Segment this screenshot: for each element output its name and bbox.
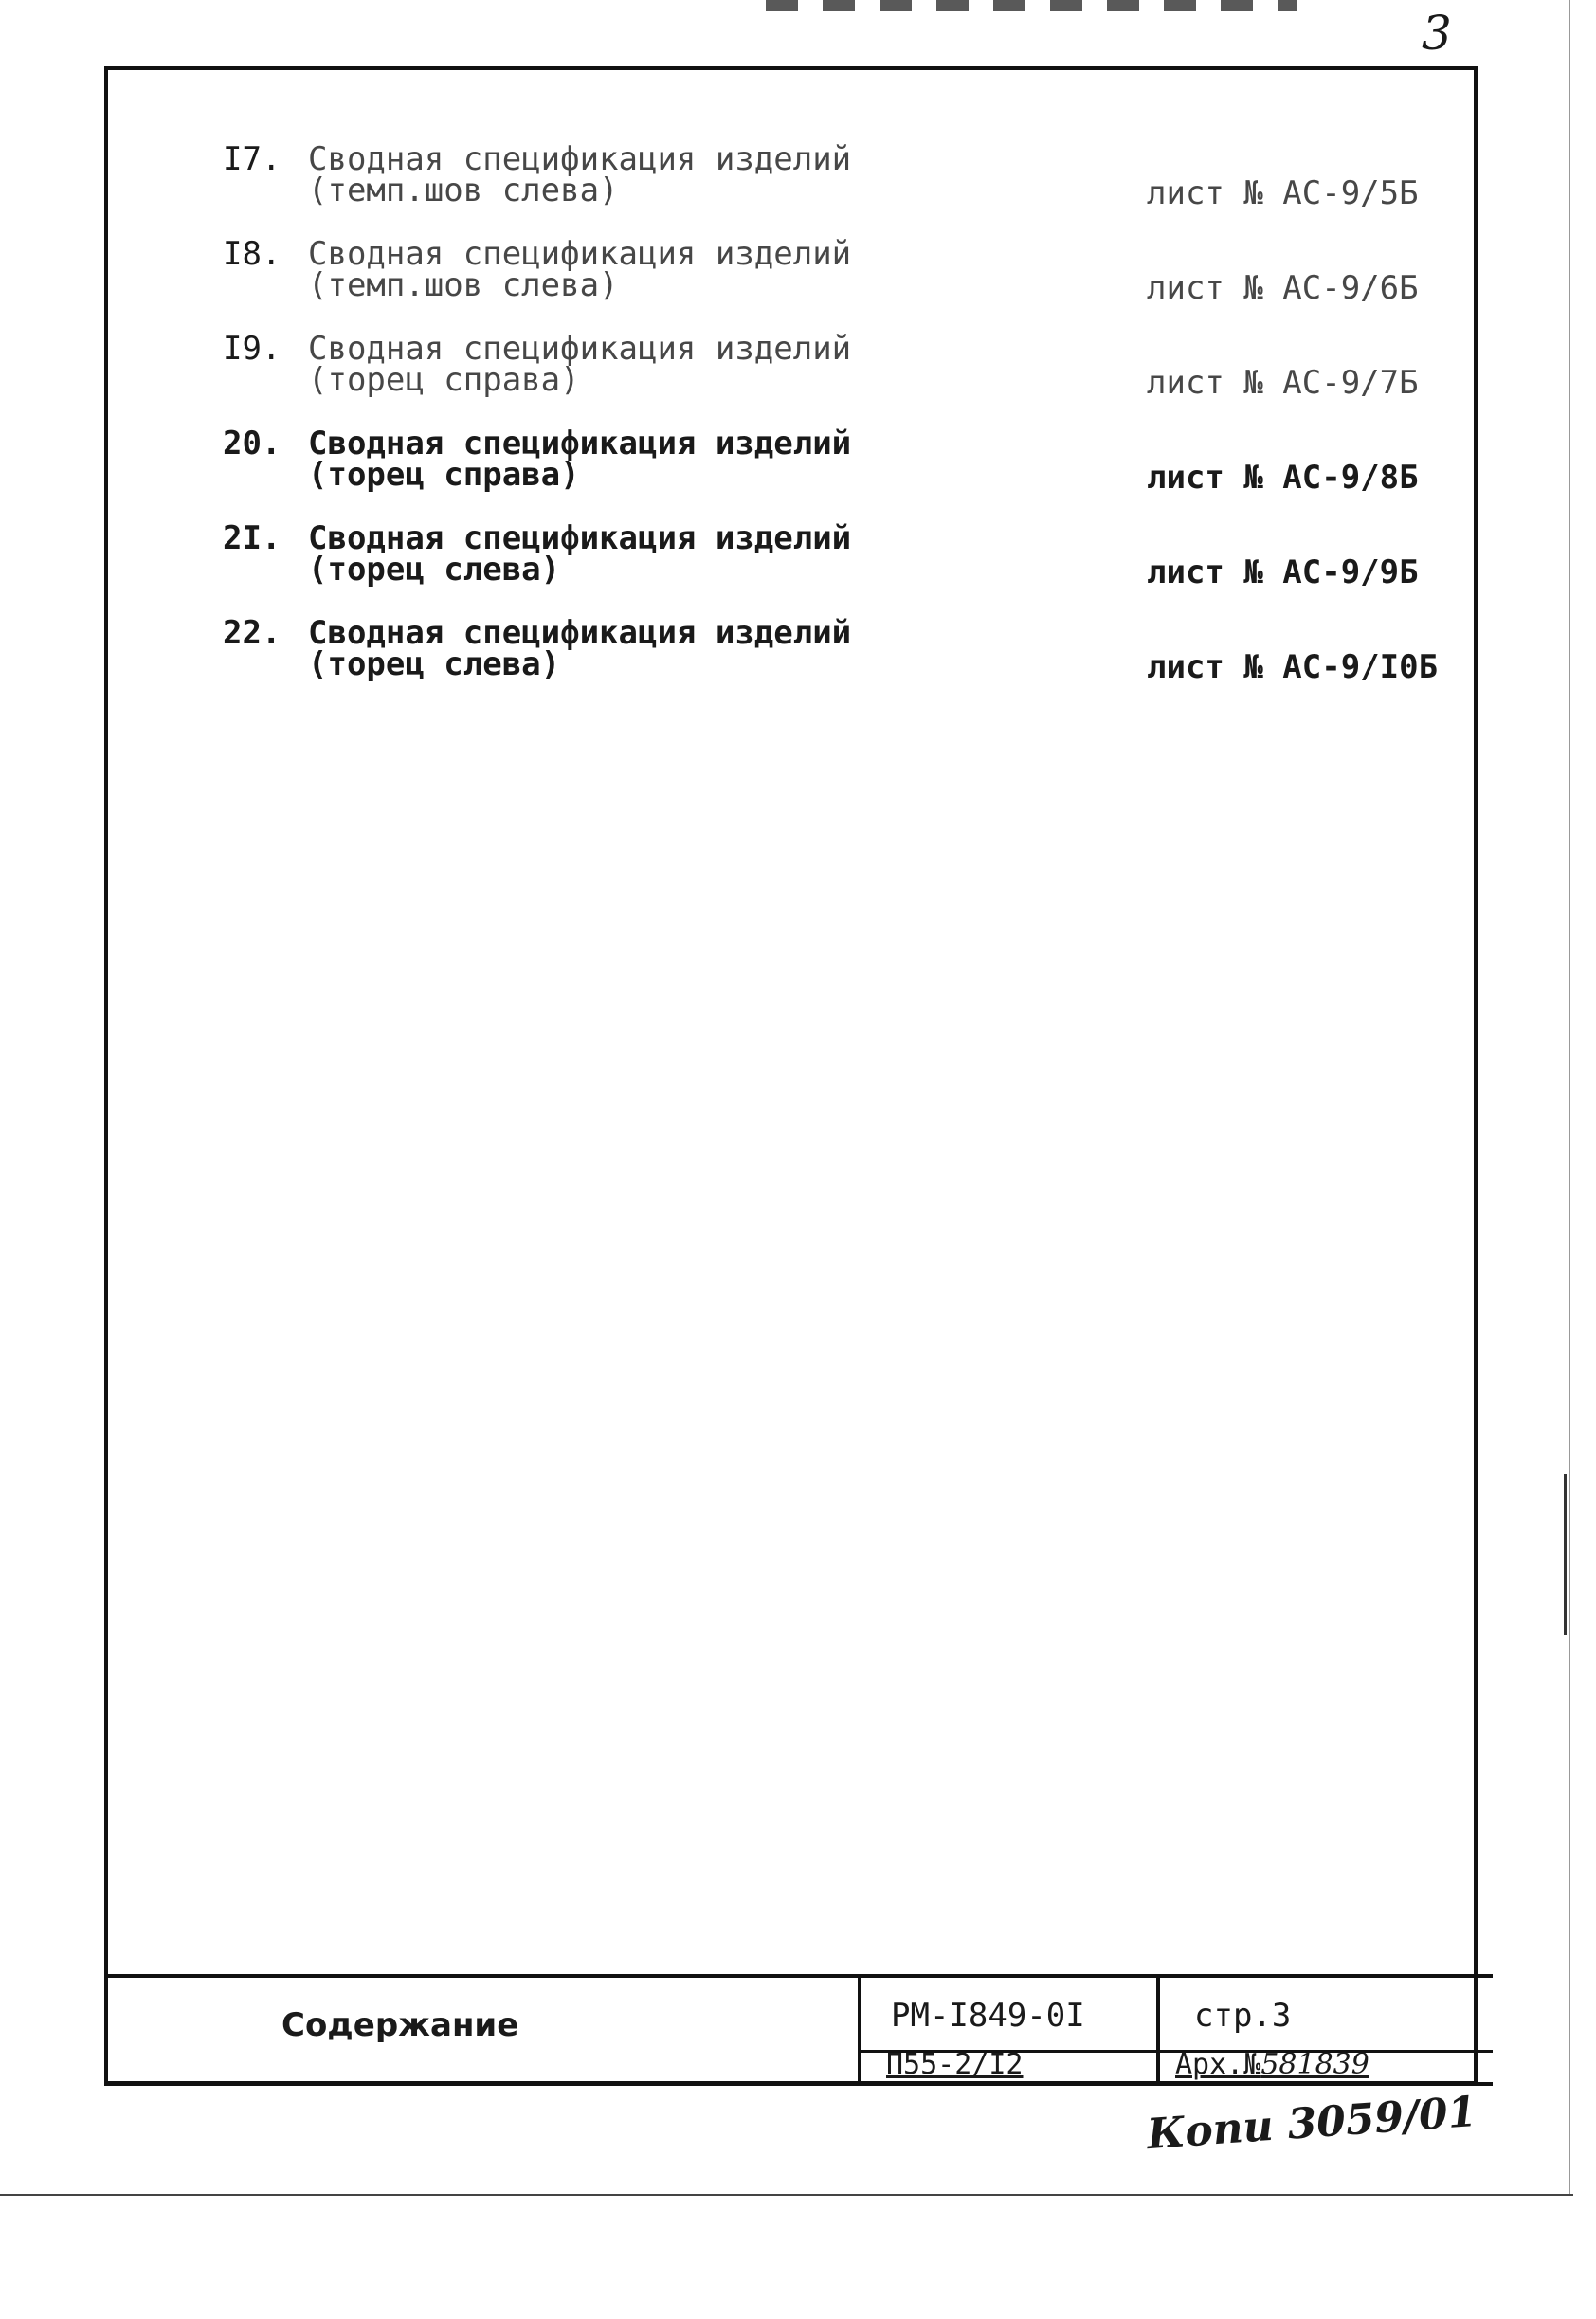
item-subtitle: (торец справа) bbox=[308, 361, 580, 399]
title-block bbox=[104, 1974, 1493, 2086]
item-number: I7. bbox=[223, 140, 281, 178]
title-block-divider bbox=[1156, 1978, 1160, 2086]
item-subtitle: (торец слева) bbox=[308, 645, 561, 683]
list-item bbox=[223, 330, 1474, 428]
item-number: 20. bbox=[223, 425, 281, 462]
item-title: Сводная спецификация изделий bbox=[308, 614, 852, 652]
scan-edge-line bbox=[1569, 0, 1570, 2194]
list-item bbox=[223, 235, 1474, 334]
item-title: Сводная спецификация изделий bbox=[308, 330, 852, 368]
handwritten-note: Копи 3059/01 bbox=[1145, 2087, 1478, 2160]
margin-mark bbox=[1564, 1474, 1567, 1635]
scan-edge-line bbox=[0, 2194, 1573, 2196]
item-sheet-ref: лист № АС-9/9Б bbox=[1147, 553, 1419, 591]
archive-value: 581839 bbox=[1260, 2048, 1369, 2081]
item-subtitle: (темп.шов слева) bbox=[308, 172, 619, 209]
list-item bbox=[223, 519, 1474, 618]
list-item bbox=[223, 140, 1474, 239]
item-title: Сводная спецификация изделий bbox=[308, 140, 852, 178]
item-title: Сводная спецификация изделий bbox=[308, 519, 852, 557]
item-title: Сводная спецификация изделий bbox=[308, 235, 852, 273]
title-block-divider bbox=[858, 1978, 861, 2086]
item-number: I9. bbox=[223, 330, 281, 368]
sub-code: П55-2/I2 bbox=[886, 2048, 1024, 2081]
item-subtitle: (торец слева) bbox=[308, 551, 561, 589]
item-subtitle: (торец справа) bbox=[308, 456, 580, 494]
list-item bbox=[223, 614, 1474, 713]
page-label: стр.3 bbox=[1194, 1997, 1292, 2035]
archive-number bbox=[1175, 2048, 1369, 2081]
top-edge-marks bbox=[766, 0, 1297, 11]
item-title: Сводная спецификация изделий bbox=[308, 425, 852, 462]
item-number: 2I. bbox=[223, 519, 281, 557]
archive-label: Арх.№ bbox=[1175, 2048, 1261, 2081]
item-number: I8. bbox=[223, 235, 281, 273]
item-sheet-ref: лист № АС-9/5Б bbox=[1147, 174, 1419, 212]
item-sheet-ref: лист № АС-9/6Б bbox=[1147, 269, 1419, 307]
item-subtitle: (темп.шов слева) bbox=[308, 266, 619, 304]
item-sheet-ref: лист № АС-9/I0Б bbox=[1147, 648, 1439, 686]
document-code: РМ-I849-0I bbox=[891, 1997, 1085, 2035]
item-sheet-ref: лист № АС-9/7Б bbox=[1147, 364, 1419, 402]
item-number: 22. bbox=[223, 614, 281, 652]
item-sheet-ref: лист № АС-9/8Б bbox=[1147, 459, 1419, 497]
page-number: 3 bbox=[1422, 6, 1452, 61]
title-block-name: Содержание bbox=[281, 2006, 519, 2044]
contents-list bbox=[223, 140, 1474, 713]
list-item bbox=[223, 425, 1474, 523]
